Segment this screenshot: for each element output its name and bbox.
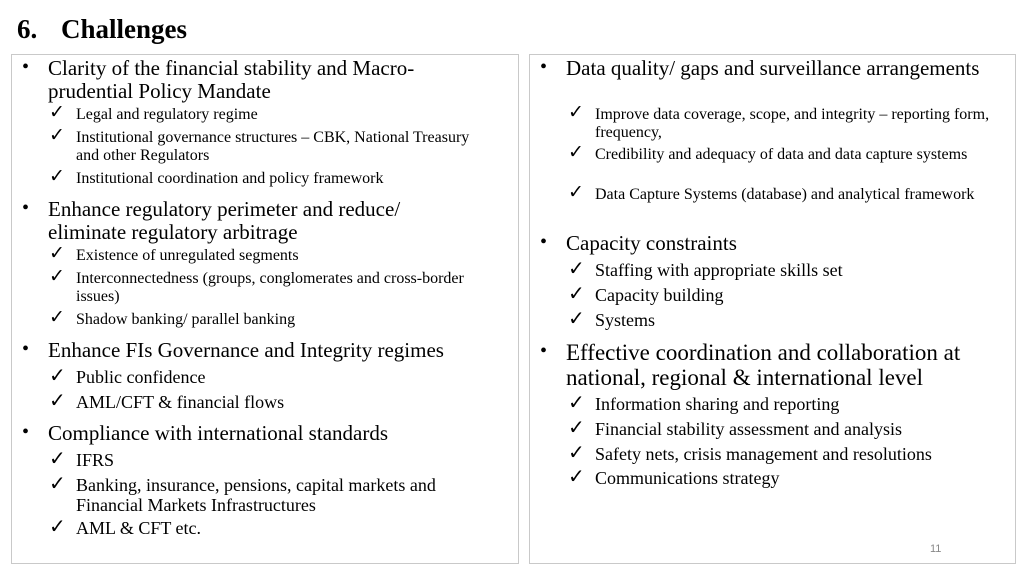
check-icon: ✓	[568, 142, 584, 163]
check-item-fs-assessment: ✓ Financial stability assessment and analysis	[568, 417, 902, 439]
check-item-staffing: ✓ Staffing with appropriate skills set	[568, 258, 843, 280]
check-icon: ✓	[568, 308, 585, 330]
check-icon: ✓	[49, 243, 65, 264]
check-item-banking-insurance: ✓ Banking, insurance, pensions, capital markets and Financial Markets Infrastructures	[49, 473, 436, 515]
section-number: 6.	[17, 14, 38, 44]
check-icon: ✓	[49, 473, 66, 495]
check-icon: ✓	[568, 417, 585, 439]
check-icon: ✓	[49, 266, 65, 287]
bullet-dot: •	[22, 421, 30, 443]
check-icon: ✓	[568, 258, 585, 280]
check-icon: ✓	[568, 182, 584, 203]
bullet-international-standards: • Compliance with international standards	[22, 421, 388, 445]
check-item-systems: ✓ Systems	[568, 308, 656, 330]
bullet-dot: •	[540, 56, 548, 78]
check-item-public-confidence: ✓ Public confidence	[49, 365, 206, 387]
check-item-data-capture: ✓ Data Capture Systems (database) and analytical framework	[568, 182, 975, 203]
page-number: 11	[930, 543, 942, 555]
check-item-interconnectedness: ✓ Interconnectedness (groups, conglomerates and cross-border issues)	[49, 266, 464, 305]
bullet-policy-mandate: • Clarity of the financial stability and Macro-prudential Policy Mandate	[22, 56, 415, 103]
check-item-unregulated: ✓ Existence of unregulated segments	[49, 243, 299, 264]
bullet-dot: •	[540, 231, 548, 253]
check-item-capacity-building: ✓ Capacity building	[568, 283, 724, 305]
check-item-governance: ✓ Institutional governance structures – CBK, National Treasury and other Regulators	[49, 125, 470, 164]
bullet-dot: •	[22, 56, 30, 78]
check-icon: ✓	[568, 283, 585, 305]
bullet-capacity-constraints: • Capacity constraints	[540, 231, 737, 255]
title-text: Challenges	[61, 14, 188, 44]
check-icon: ✓	[49, 307, 65, 328]
check-icon: ✓	[49, 125, 65, 146]
check-icon: ✓	[568, 102, 584, 123]
check-icon: ✓	[49, 390, 66, 412]
check-item-safety-nets: ✓ Safety nets, crisis management and resolutions	[568, 442, 932, 464]
check-item-data-credibility: ✓ Credibility and adequacy of data and data capture systems	[568, 142, 968, 163]
check-icon: ✓	[49, 102, 65, 123]
check-item-aml-cft: ✓ AML & CFT etc.	[49, 516, 201, 538]
slide-title	[17, 12, 187, 46]
bullet-effective-coordination: • Effective coordination and collaboration at national, regional & international level	[540, 340, 961, 390]
check-icon: ✓	[49, 365, 66, 387]
bullet-fis-governance: • Enhance FIs Governance and Integrity regimes	[22, 338, 444, 362]
check-icon: ✓	[49, 166, 65, 187]
check-item-aml-cft-flows: ✓ AML/CFT & financial flows	[49, 390, 285, 412]
bullet-dot: •	[540, 340, 548, 362]
check-item-ifrs: ✓ IFRS	[49, 448, 115, 470]
bullet-data-quality: • Data quality/ gaps and surveillance arrangements	[540, 56, 980, 80]
bullet-dot: •	[22, 197, 30, 219]
check-icon: ✓	[49, 516, 66, 538]
check-item-communications: ✓ Communications strategy	[568, 466, 780, 488]
bullet-regulatory-perimeter: • Enhance regulatory perimeter and reduce/ eliminate regulatory arbitrage	[22, 197, 401, 244]
check-icon: ✓	[568, 392, 585, 414]
bullet-dot: •	[22, 338, 30, 360]
check-item-information-sharing: ✓ Information sharing and reporting	[568, 392, 840, 414]
check-item-data-coverage: ✓ Improve data coverage, scope, and integrity – reporting form, frequency,	[568, 102, 990, 141]
check-icon: ✓	[49, 448, 66, 470]
check-item-shadow-banking: ✓ Shadow banking/ parallel banking	[49, 307, 296, 328]
check-icon: ✓	[568, 442, 585, 464]
check-item-legal: ✓ Legal and regulatory regime	[49, 102, 258, 123]
check-icon: ✓	[568, 466, 585, 488]
check-item-coordination: ✓ Institutional coordination and policy framework	[49, 166, 384, 187]
